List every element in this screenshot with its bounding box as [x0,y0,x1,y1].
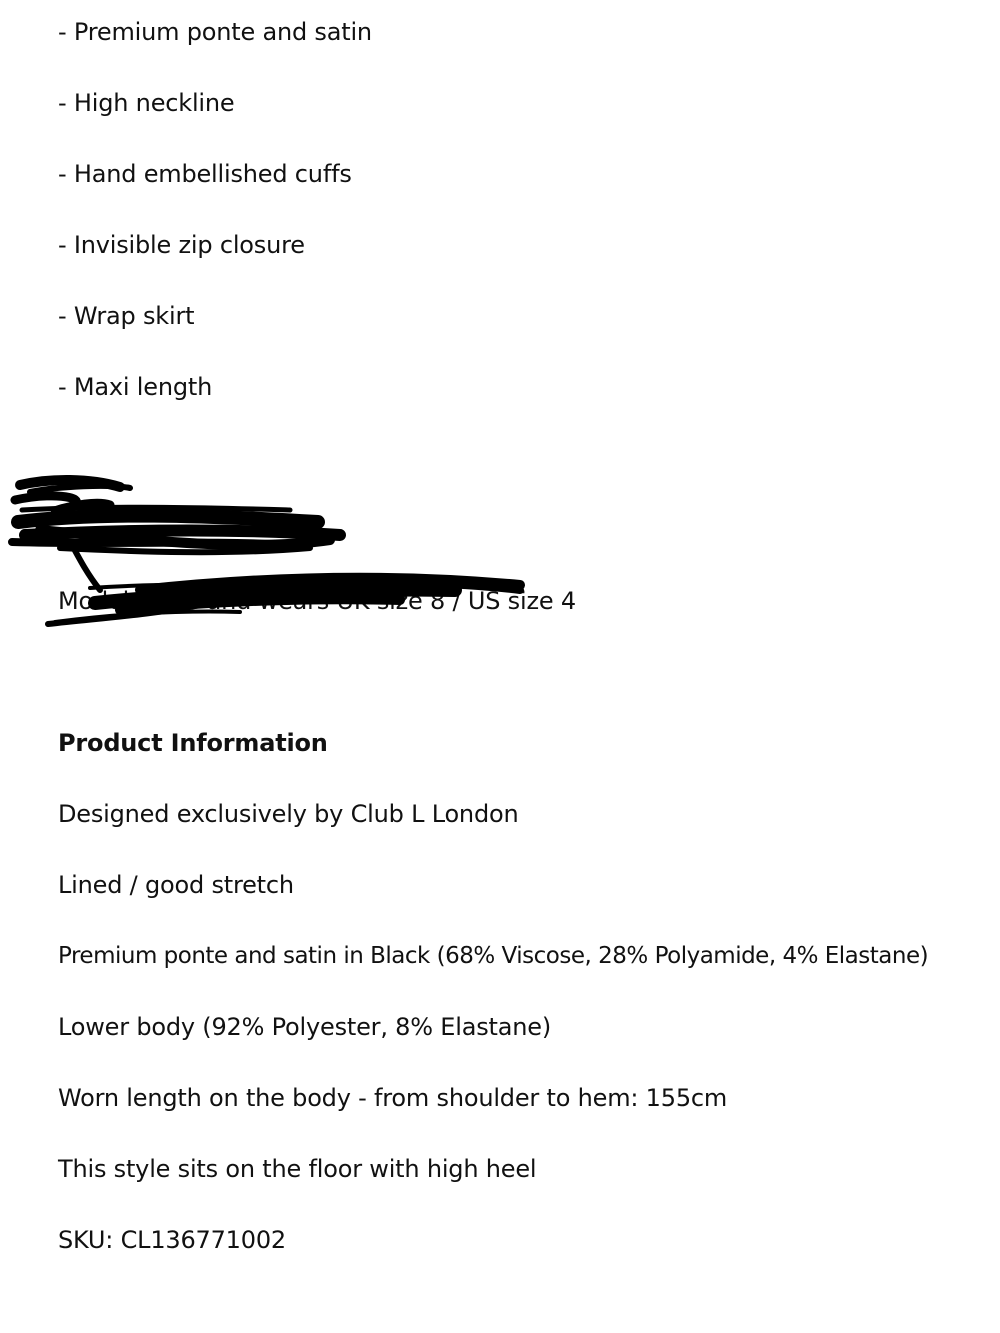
product-info-line: Designed exclusively by Club L London [58,800,519,828]
feature-item: - Invisible zip closure [58,231,305,259]
feature-item: - Maxi length [58,373,213,401]
feature-item: - Premium ponte and satin [58,18,372,46]
feature-item: - Hand embellished cuffs [58,160,352,188]
product-info-line: This style sits on the floor with high heel [58,1155,537,1183]
product-info-line: Lined / good stretch [58,871,294,899]
product-info-line: Lower body (92% Polyester, 8% Elastane) [58,1013,551,1041]
model-note: Model is 5'7 and wears UK size 8 / US size 4 [58,587,576,615]
sku-line: SKU: CL136771002 [58,1226,286,1254]
product-info-heading: Product Information [58,729,328,757]
feature-item: - Wrap skirt [58,302,195,330]
product-info-line: Worn length on the body - from shoulder to hem: 155cm [58,1084,728,1112]
product-info-line: Premium ponte and satin in Black (68% Viscose, 28% Polyamide, 4% Elastane) [58,943,929,969]
feature-item: - High neckline [58,89,235,117]
